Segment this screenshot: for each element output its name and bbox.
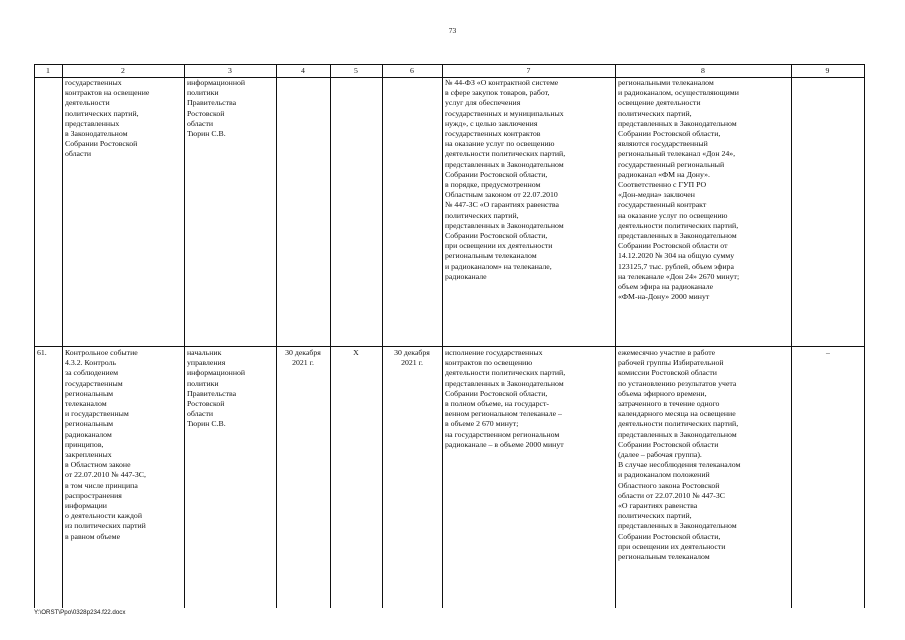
row61-col5: Х [353,348,359,357]
col-header-9: 9 [825,66,830,75]
plan-table [34,64,864,608]
cont-row-col7: № 44-ФЗ «О контрактной системе в сфере закупок товаров, работ, услуг для обеспечения государственных и муниципальных нужд», с целью заключения государственных контрактов на оказание услуг по освещению деятельности политических партий, представленных в Законодательном Собрании Ростовской области, в порядке, предусмотренном Областным законом от 22.07.2010 № 447-ЗС «О гарантиях равенства политических партий, представленных в Законодательном Собрании Ростовской области, при освещении их деятельности региональным телеканалом и радиоканалом» на телеканале, радиоканале [445,78,566,281]
col-header-4: 4 [301,66,305,75]
cont-row-col8: региональными телеканалом и радиоканалом, осуществляющими освещение деятельности политических партий, представленных в Законодательном Собрании Ростовской области, являются государственный региональный телеканал «Дон 24», государственный региональный радиоканал «ФМ на Дону». Соответственно с ГУП РО «Дон-медиа» заключен государственный контракт на оказание услуг по освещению деятельности политических партий, представленных в Законодательном Собрании Ростовской области от 14.12.2020 № 304 на общую сумму 123125,7 тыс. рублей, объем эфира на телеканале «Дон 24» 2670 минут; объем эфира на радиоканале «ФМ-на-Дону» 2000 минут [618,78,740,302]
row61-actual-date: 30 декабря 2021 г. [394,348,430,368]
page-number: 73 [448,26,457,35]
col-header-6: 6 [410,66,414,75]
row61-number: 61. [37,348,47,357]
row61-event: Контрольное событие 4.3.2. Контроль за соблюдением государственным региональным телеканалом и государственным региональным радиоканалом принципов, закрепленных в Областном законе от 22.07.2010 № 447-ЗС, в том числе принципа распространения информации о деятельности каждой из политических партий в равном объеме [65,348,146,541]
cont-row-col2: государственных контрактов на освещение деятельности политических партий, представленных в Законодательном Собрании Ростовской области [65,78,150,159]
col-header-1: 1 [46,66,50,75]
col-header-5: 5 [354,66,358,75]
row61-responsible: начальник управления информационной политики Правительства Ростовской области Тюрин С.В. [187,348,246,429]
col-header-2: 2 [121,66,125,75]
col-header-8: 8 [701,66,705,75]
col-header-7: 7 [526,66,531,75]
row61-expected-result: исполнение государственных контрактов по освещению деятельности политических партий, представленных в Законодательном Собрании Ростовской области, в полном объеме, на государст- венном региональном телеканале – в объеме 2 670 минут; на государственном региональном радиоканале – в объеме 2000 минут [445,348,566,449]
cont-row-col3: информационной политики Правительства Ростовской области Тюрин С.В. [187,78,246,139]
row61-actual-result: ежемесячно участие в работе рабочей группы Избирательной комиссии Ростовской области по установлению результатов учета объема эфирного времени, затраченного в течение одного календарного месяца на освещение деятельности политических партий, представленных в Законодательном Собрании Ростовской области (далее – рабочая группа). В случае несоблюдения телеканалом и радиоканалом положений Областного закона Ростовской области от 22.07.2010 № 447-ЗС «О гарантиях равенства политических партий, представленных в Законодательном Собрании Ростовской области, при освещении их деятельности региональным телеканалом [618,348,741,562]
file-path-footer: Y:\ORST\Ppo\0328p234.f22.docx [34,609,126,616]
col-header-3: 3 [228,66,232,75]
row61-col9: – [826,348,830,357]
row61-planned-date: 30 декабря 2021 г. [285,348,321,368]
